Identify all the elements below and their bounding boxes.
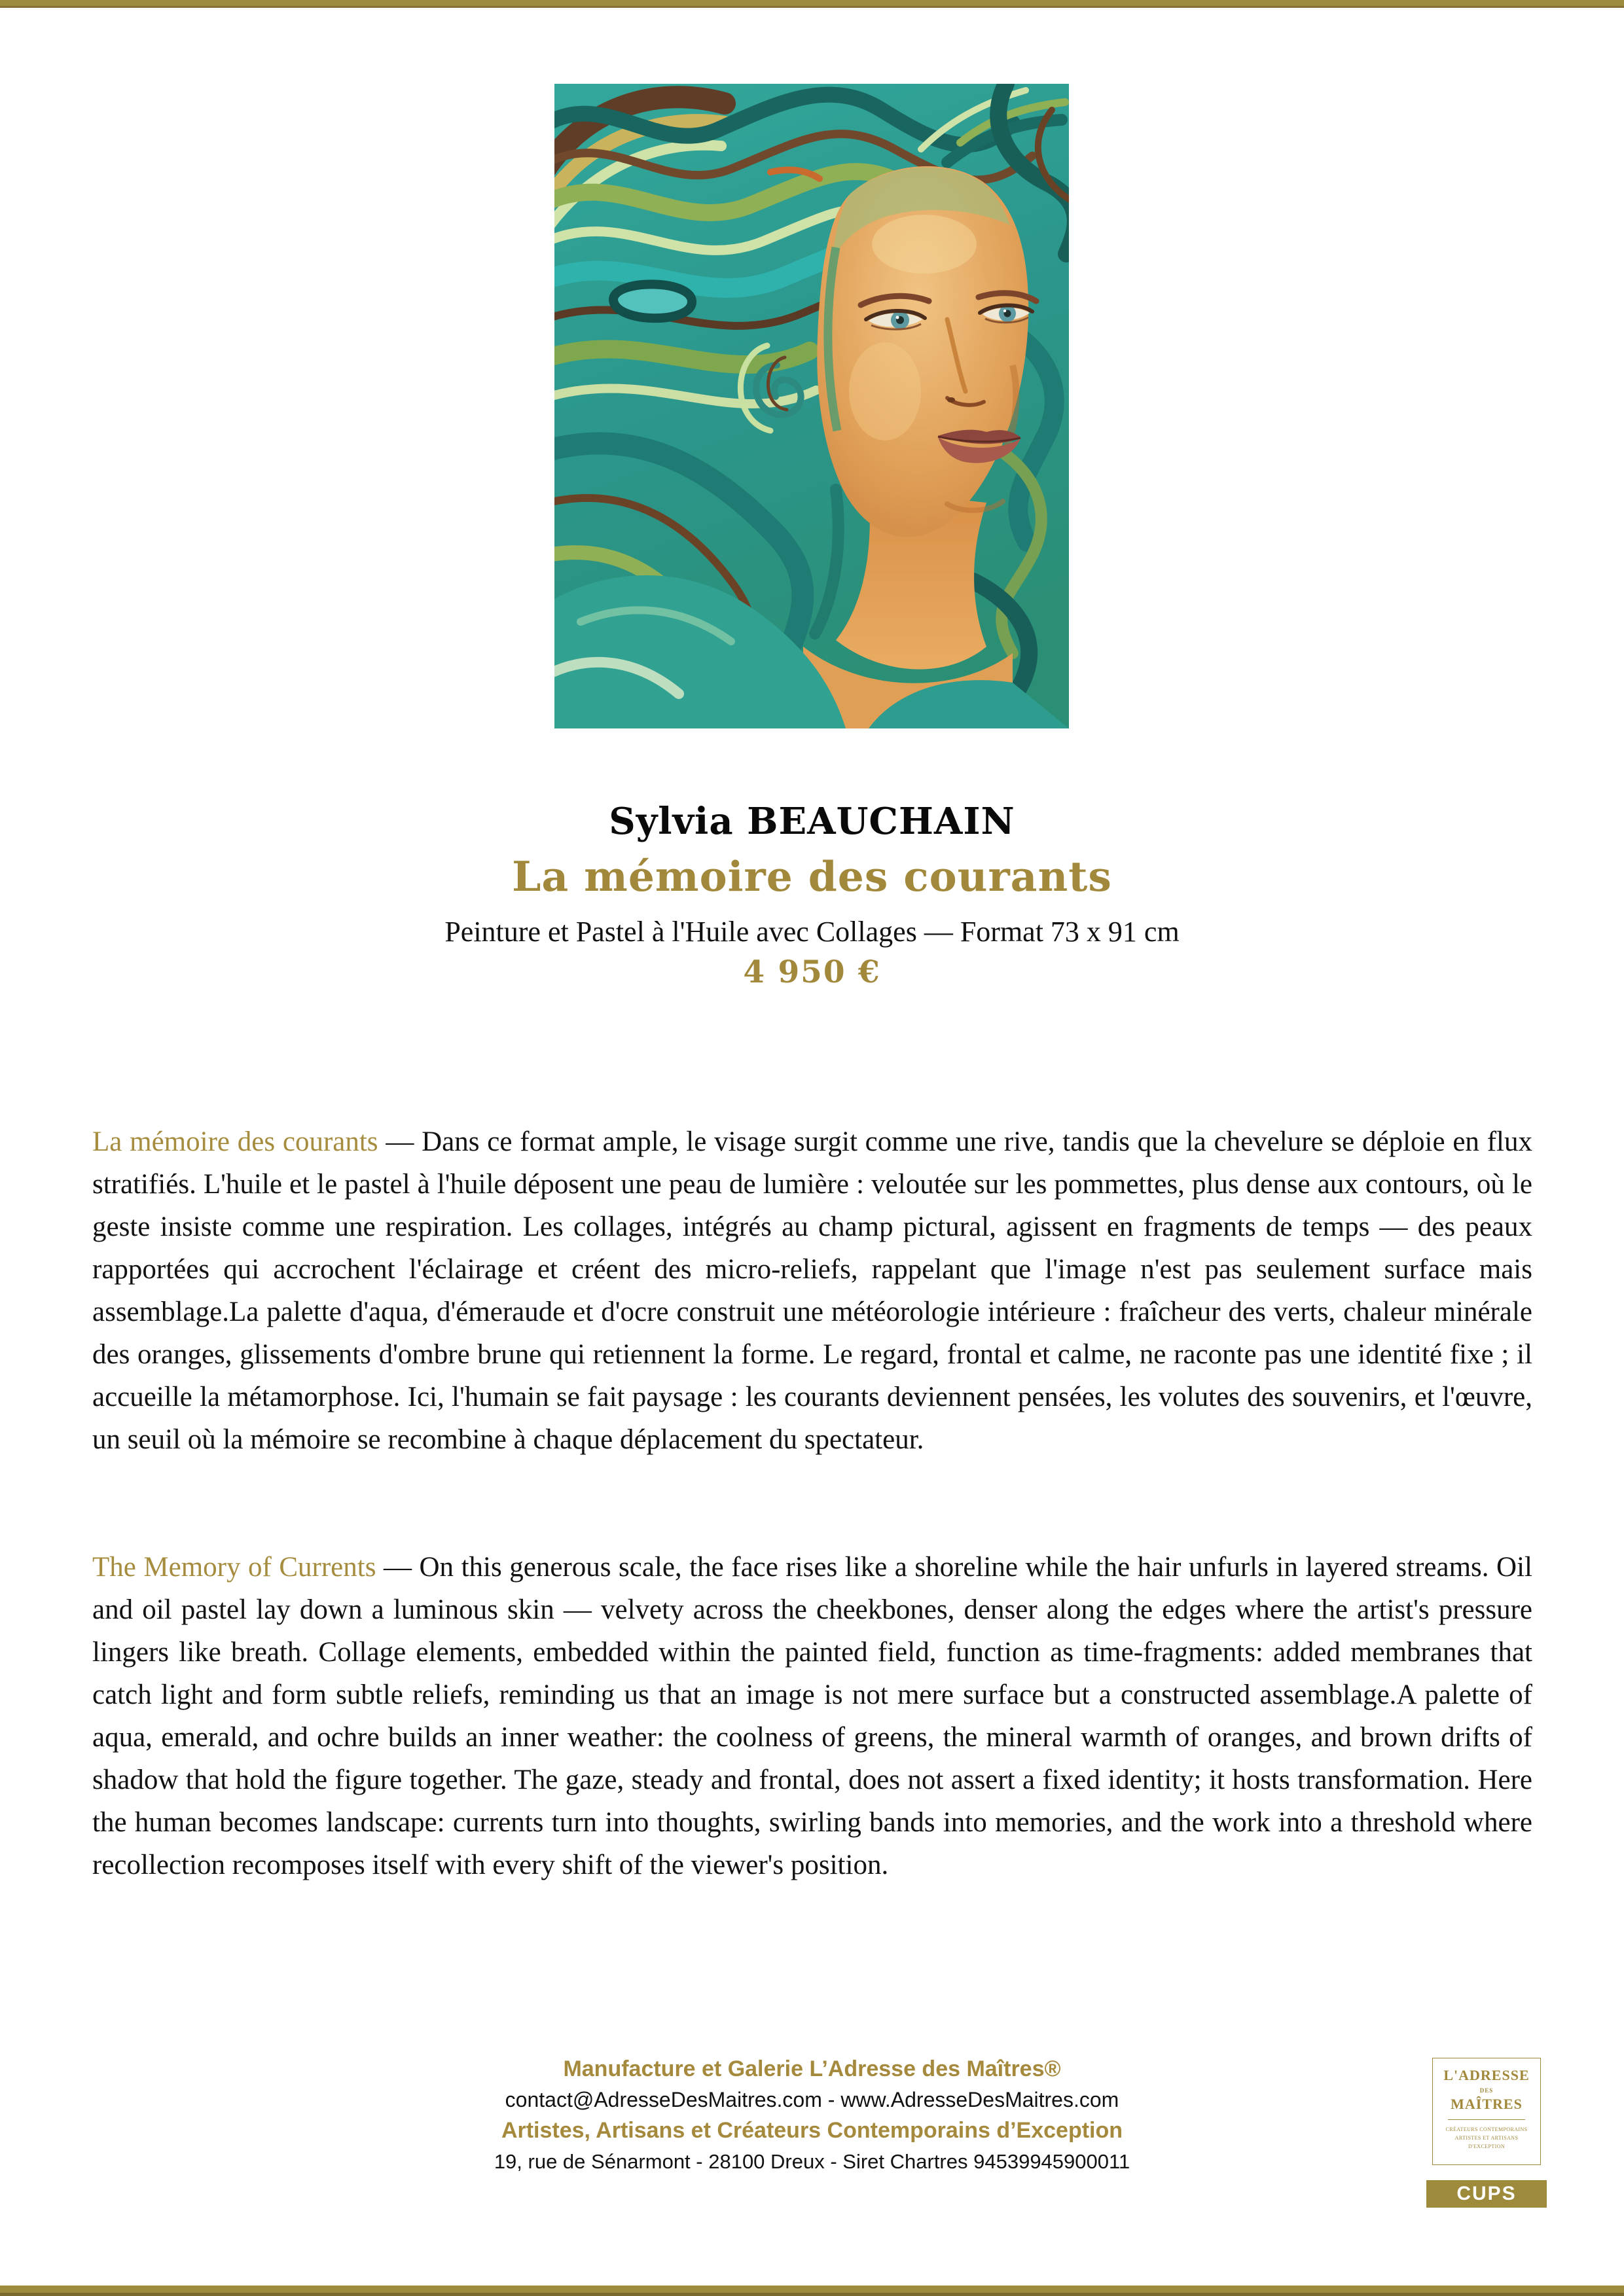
description-paragraph-fr [92,1121,1532,1461]
logo-line-maitres: MAÎTRES [1451,2096,1523,2112]
cheek-highlight [849,342,921,440]
gallery-logo [1432,2058,1541,2165]
artwork-title: La mémoire des courants [512,852,1112,901]
logo-small-line-2: ARTISTES ET ARTISANS [1454,2135,1519,2141]
footer [0,2054,1624,2177]
bottom-gold-bar [0,2286,1624,2296]
artwork-image [554,84,1069,728]
logo-line-des: DES [1479,2087,1494,2094]
paragraph-fr-lead: La mémoire des courants [92,1126,378,1157]
paragraph-fr-body: — Dans ce format ample, le visage surgit comme une rive, tandis que la chevelure se déploie en flux stratifiés. L'huile et le pastel à l'huile déposent une peau de lumière : veloutée sur les pommettes, plus dense aux contours, où le geste insiste comme une respiration. Les collages, intégrés au champ pictural, agissent en fragments de temps — des peaux rapportées qui accrochent l'éclairage et créent des micro-reliefs, rappelant que l'image n'est pas seulement surface mais assemblage.La palette d'aqua, d'émeraude et d'ocre construit une météorologie intérieure : fraîcheur des verts, chaleur minérale des oranges, glissements d'ombre brune qui retiennent la forme. Le regard, frontal et calme, ne raconte pas une identité fixe ; il accueille la métamorphose. Ici, l'humain se fait paysage : les courants deviennent pensées, les volutes des souvenirs, et l'œuvre, un seuil où la mémoire se recombine à chaque déplacement du spectateur. [92,1126,1532,1455]
paragraph-en-lead: The Memory of Currents [92,1552,376,1583]
artwork-medium: Peinture et Pastel à l'Huile avec Collages — Format 73 x 91 cm [444,916,1180,948]
logo-small-line-1: CRÉATEURS CONTEMPORAINS [1445,2126,1528,2132]
forehead-highlight [872,215,977,274]
footer-gallery-name: Manufacture et Galerie L’Adresse des Maîtres® [563,2056,1061,2081]
cups-badge: CUPS [1426,2180,1547,2208]
artist-name: Sylvia BEAUCHAIN [609,800,1015,843]
description-paragraph-en [92,1546,1532,1886]
logo-line-adresse: L'ADRESSE [1443,2067,1530,2083]
top-gold-bar [0,0,1624,8]
footer-contact: contact@AdresseDesMaitres.com - www.AdresseDesMaitres.com [505,2088,1119,2111]
artwork-price: 4 950 € [743,954,881,990]
footer-address: 19, rue de Sénarmont - 28100 Dreux - Siret Chartres 94539945900011 [494,2150,1130,2173]
paragraph-en-body: — On this generous scale, the face rises like a shoreline while the hair unfurls in layered streams. Oil and oil pastel lay down a luminous skin — velvety across the cheekbones, denser along the edges where the artist's pressure lingers like breath. Collage elements, embedded within the painted field, function as time-fragments: added membranes that catch light and form subtle reliefs, reminding us that an image is not mere surface but a constructed assemblage.A palette of aqua, emerald, and ochre builds an inner weather: the coolness of greens, the mineral warmth of oranges, and brown drifts of shadow that hold the figure together. The gaze, steady and frontal, does not assert a fixed identity; it hosts transformation. Here the human becomes landscape: currents turn into thoughts, swirling bands into memories, and the work into a threshold where recollection recomposes itself with every shift of the viewer's position. [92,1552,1532,1880]
logo-divider [1448,2119,1525,2120]
logo-small-line-3: D'EXCEPTION [1468,2144,1506,2149]
footer-tagline: Artistes, Artisans et Créateurs Contemporains d’Exception [501,2118,1123,2143]
